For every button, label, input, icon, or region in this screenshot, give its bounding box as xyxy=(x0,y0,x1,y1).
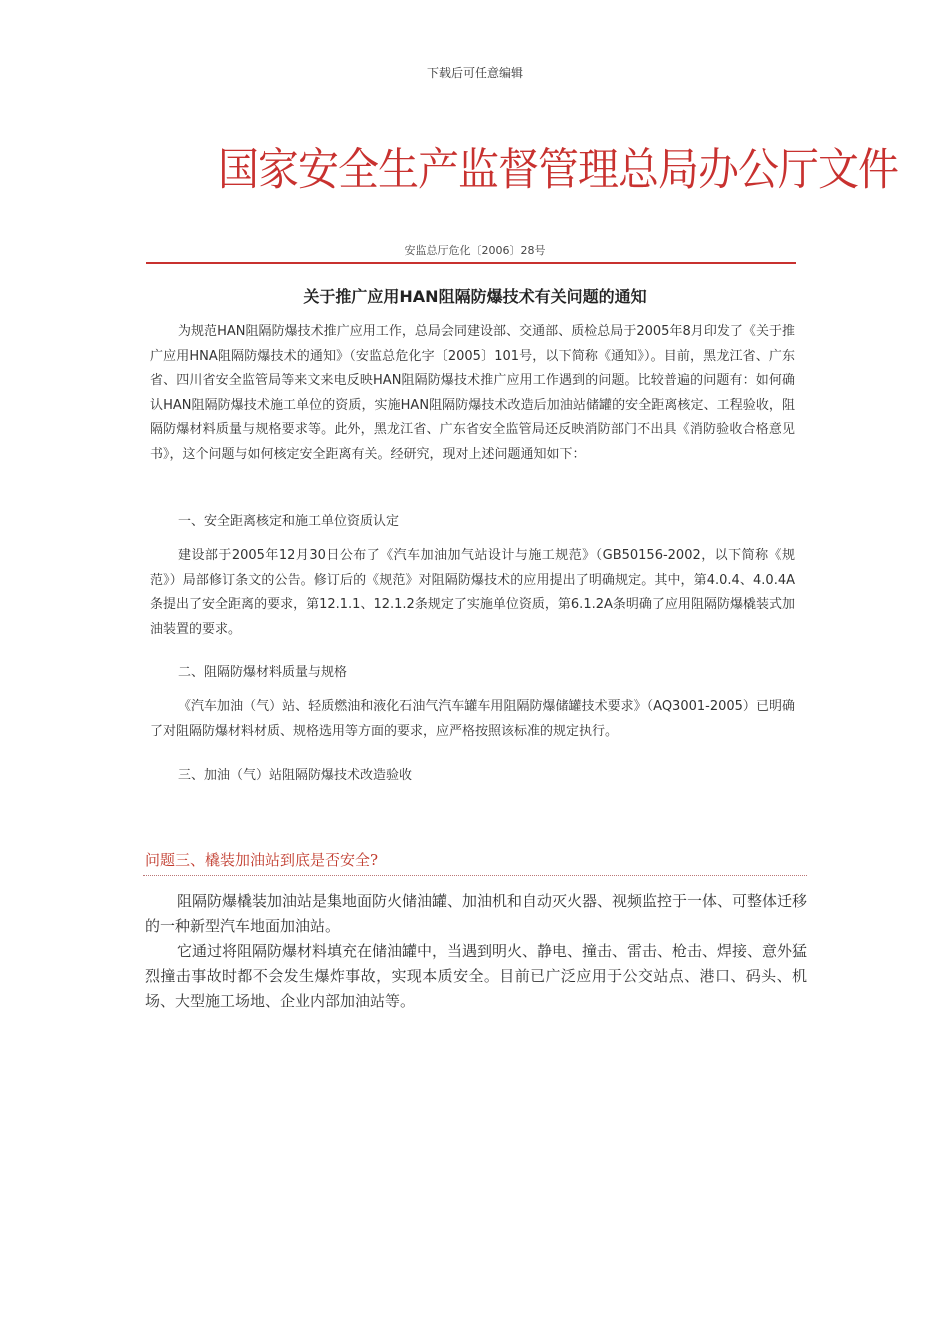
document-number: 安监总厅危化〔2006〕28号 xyxy=(404,244,546,257)
section3-heading: 三、加油（气）站阻隔防爆技术改造验收 xyxy=(178,768,413,783)
question-heading: 问题三、橇装加油站到底是否安全? xyxy=(145,851,379,869)
document-masthead: 国家安全生产监督管理总局办公厅文件 xyxy=(218,143,898,196)
section2-heading: 二、阻隔防爆材料质量与规格 xyxy=(178,665,348,680)
answer-paragraph-2: 它通过将阻隔防爆材料填充在储油罐中，当遇到明火、静电、撞击、雷击、枪击、焊接、意外猛烈撞击事故时都不会发生爆炸事故，实现本质安全。目前已广泛应用于公交站点、港口、码头、机场、大型施工场地、企业内部加油站等。 xyxy=(145,942,808,1010)
section1-body: 建设部于2005年12月30日公布了《汽车加油加气站设计与施工规范》（GB50156-2002，以下简称《规范》）局部修订条文的公告。修订后的《规范》对阻隔防爆技术的应用提出了明确规定。其中，第4.0.4、4.0.4A条提出了安全距离的要求，第12.1.1、12.1.2条规定了实施单位资质，第6.1.2A条明确了应用阻隔防爆橇装式加油装置的要求。 xyxy=(150,548,795,637)
notice-intro-paragraph: 为规范HAN阻隔防爆技术推广应用工作，总局会同建设部、交通部、质检总局于2005年8月印发了《关于推广应用HNA阻隔防爆技术的通知》（安监总危化字〔2005〕101号，以下简称《通知》）。目前，黑龙江省、广东省、四川省安全监管局等来文来电反映HAN阻隔防爆技术推广应用工作遇到的问题。比较普遍的问题有：如何确认HAN阻隔防爆技术施工单位的资质，实施HAN阻隔防爆技术改造后加油站储罐的安全距离核定、工程验收，阻隔防爆材料质量与规格要求等。此外，黑龙江省、广东省安全监管局还反映消防部门不出具《消防验收合格意见书》，这个问题与如何核定安全距离有关。经研究，现对上述问题通知如下： xyxy=(150,324,795,462)
embedded-document-image xyxy=(140,118,898,818)
masthead-red-rule xyxy=(146,262,796,264)
heading-dotted-divider xyxy=(143,875,807,876)
section2-body: 《汽车加油（气）站、轻质燃油和液化石油气汽车罐车用阻隔防爆储罐技术要求》（AQ3001-2005）已明确了对阻隔防爆材料材质、规格选用等方面的要求，应严格按照该标准的规定执行。 xyxy=(150,699,795,739)
answer-paragraph-1: 阻隔防爆橇装加油站是集地面防火储油罐、加油机和自动灭火器、视频监控于一体、可整体迁移的一种新型汽车地面加油站。 xyxy=(145,892,808,935)
section1-heading: 一、安全距离核定和施工单位资质认定 xyxy=(178,514,400,529)
page-header: 下载后可任意编辑 xyxy=(426,66,523,80)
notice-title: 关于推广应用HAN阻隔防爆技术有关问题的通知 xyxy=(303,287,647,306)
